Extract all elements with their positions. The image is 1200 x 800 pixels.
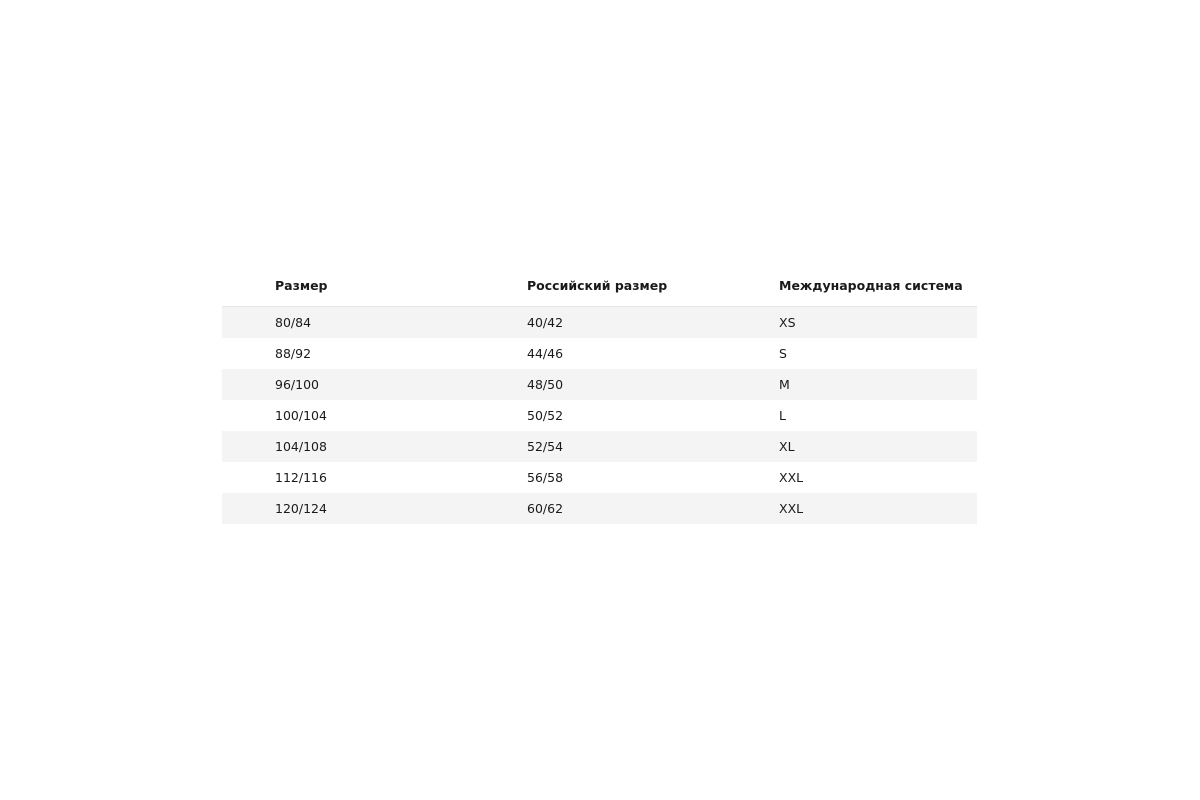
table-header-row: [222, 264, 977, 307]
cell-russian-size: 52/54: [474, 431, 726, 462]
cell-international-size: S: [726, 338, 977, 369]
cell-russian-size: 48/50: [474, 369, 726, 400]
header-russian-size: Российский размер: [474, 264, 726, 307]
cell-size: 100/104: [222, 400, 474, 431]
cell-size: 96/100: [222, 369, 474, 400]
table-row: [222, 462, 977, 493]
cell-russian-size: 44/46: [474, 338, 726, 369]
cell-international-size: L: [726, 400, 977, 431]
cell-international-size: XXL: [726, 493, 977, 524]
cell-size: 112/116: [222, 462, 474, 493]
cell-size: 88/92: [222, 338, 474, 369]
table-row: [222, 338, 977, 369]
table-row: [222, 307, 977, 339]
size-chart-table: [222, 264, 977, 524]
table-row: [222, 400, 977, 431]
cell-russian-size: 56/58: [474, 462, 726, 493]
cell-russian-size: 50/52: [474, 400, 726, 431]
cell-international-size: XXL: [726, 462, 977, 493]
cell-size: 80/84: [222, 307, 474, 339]
cell-russian-size: 60/62: [474, 493, 726, 524]
table-row: [222, 493, 977, 524]
header-international-size: Международная система: [726, 264, 977, 307]
table-row: [222, 431, 977, 462]
cell-size: 120/124: [222, 493, 474, 524]
cell-international-size: M: [726, 369, 977, 400]
cell-international-size: XS: [726, 307, 977, 339]
cell-size: 104/108: [222, 431, 474, 462]
cell-international-size: XL: [726, 431, 977, 462]
header-size: Размер: [222, 264, 474, 307]
table-row: [222, 369, 977, 400]
cell-russian-size: 40/42: [474, 307, 726, 339]
